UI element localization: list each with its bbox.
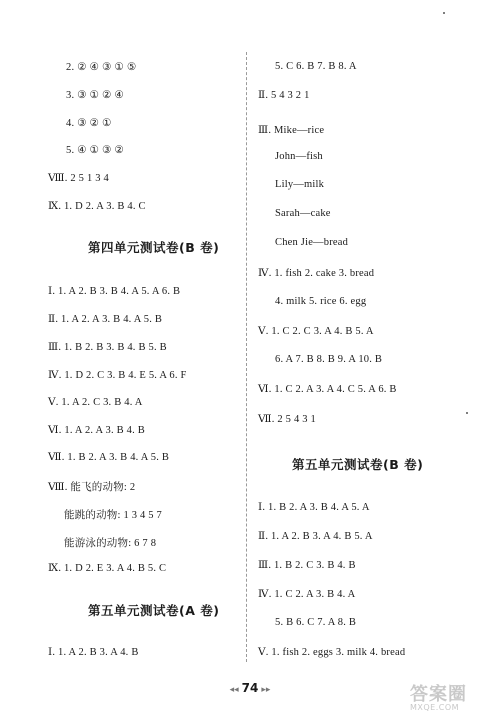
answer-line: 2. ② ④ ③ ① ⑤: [66, 62, 137, 73]
watermark-text: 答案圈: [410, 684, 467, 705]
answer-line: Ⅴ. 1. A 2. C 3. B 4. A: [48, 397, 143, 408]
watermark-subtext: MXQE.COM: [410, 703, 460, 712]
answer-line: Ⅱ. 5 4 3 2 1: [258, 90, 310, 101]
answer-line: Ⅶ. 1. B 2. A 3. B 4. A 5. B: [48, 452, 170, 463]
answer-line: Ⅴ. 1. C 2. C 3. A 4. B 5. A: [258, 326, 374, 337]
answer-line: Ⅰ. 1. A 2. B 3. B 4. A 5. A 6. B: [48, 286, 181, 297]
answer-line: Ⅵ. 1. C 2. A 3. A 4. C 5. A 6. B: [258, 384, 397, 395]
speck: [443, 12, 445, 14]
answer-line: Ⅴ. 1. fish 2. eggs 3. milk 4. bread: [258, 647, 406, 658]
answer-line: Ⅶ. 2 5 4 3 1: [258, 414, 316, 425]
right-ornament-icon: ▸▸: [261, 685, 271, 695]
answer-line: Ⅵ. 1. A 2. A 3. B 4. B: [48, 425, 145, 436]
answer-line: 5. ④ ① ③ ②: [66, 145, 125, 156]
answer-line: 3. ③ ① ② ④: [66, 90, 125, 101]
left-ornament-icon: ◂◂: [229, 685, 239, 695]
answer-line: Sarah—cake: [275, 208, 331, 219]
answer-line: Ⅳ. 1. C 2. A 3. B 4. A: [258, 589, 356, 600]
answer-line: Ⅱ. 1. A 2. B 3. A 4. B 5. A: [258, 531, 373, 542]
answer-line: 4. milk 5. rice 6. egg: [275, 296, 367, 307]
watermark-logo: [410, 680, 494, 712]
answer-line: 能游泳的动物: 6 7 8: [64, 538, 157, 549]
answer-line: Ⅳ. 1. fish 2. cake 3. bread: [258, 268, 375, 279]
answer-line: Ⅸ. 1. D 2. E 3. A 4. B 5. C: [48, 563, 167, 574]
answer-line: John—fish: [275, 151, 323, 162]
speck: [466, 412, 468, 414]
section-heading: 第四单元测试卷(B 卷): [88, 240, 220, 255]
answer-line: Ⅰ. 1. B 2. A 3. B 4. A 5. A: [258, 502, 370, 513]
answer-line: Ⅱ. 1. A 2. A 3. B 4. A 5. B: [48, 314, 163, 325]
answer-line: Ⅲ. 1. B 2. C 3. B 4. B: [258, 560, 356, 571]
answer-line: Ⅲ. Mike—rice: [258, 125, 325, 136]
answer-line: 能跳的动物: 1 3 4 5 7: [64, 510, 162, 521]
section-heading: 第五单元测试卷(B 卷): [292, 457, 424, 472]
section-heading: 第五单元测试卷(A 卷): [88, 603, 220, 618]
answer-line: Ⅳ. 1. D 2. C 3. B 4. E 5. A 6. F: [48, 370, 187, 381]
answer-line: 5. B 6. C 7. A 8. B: [275, 617, 357, 628]
answer-line: Ⅷ. 2 5 1 3 4: [48, 173, 109, 184]
column-divider: [246, 52, 247, 662]
answer-line: 5. C 6. B 7. B 8. A: [275, 61, 357, 72]
answer-line: Lily—milk: [275, 179, 325, 190]
answer-line: Ⅸ. 1. D 2. A 3. B 4. C: [48, 201, 146, 212]
answer-line: Ⅷ. 能飞的动物: 2: [48, 482, 136, 493]
answer-line: 6. A 7. B 8. B 9. A 10. B: [275, 354, 383, 365]
answer-line: Ⅰ. 1. A 2. B 3. A 4. B: [48, 647, 139, 658]
answer-line: Chen Jie—bread: [275, 237, 349, 248]
answer-line: 4. ③ ② ①: [66, 118, 112, 129]
answer-line: Ⅲ. 1. B 2. B 3. B 4. B 5. B: [48, 342, 167, 353]
page-number: 74: [241, 681, 259, 695]
